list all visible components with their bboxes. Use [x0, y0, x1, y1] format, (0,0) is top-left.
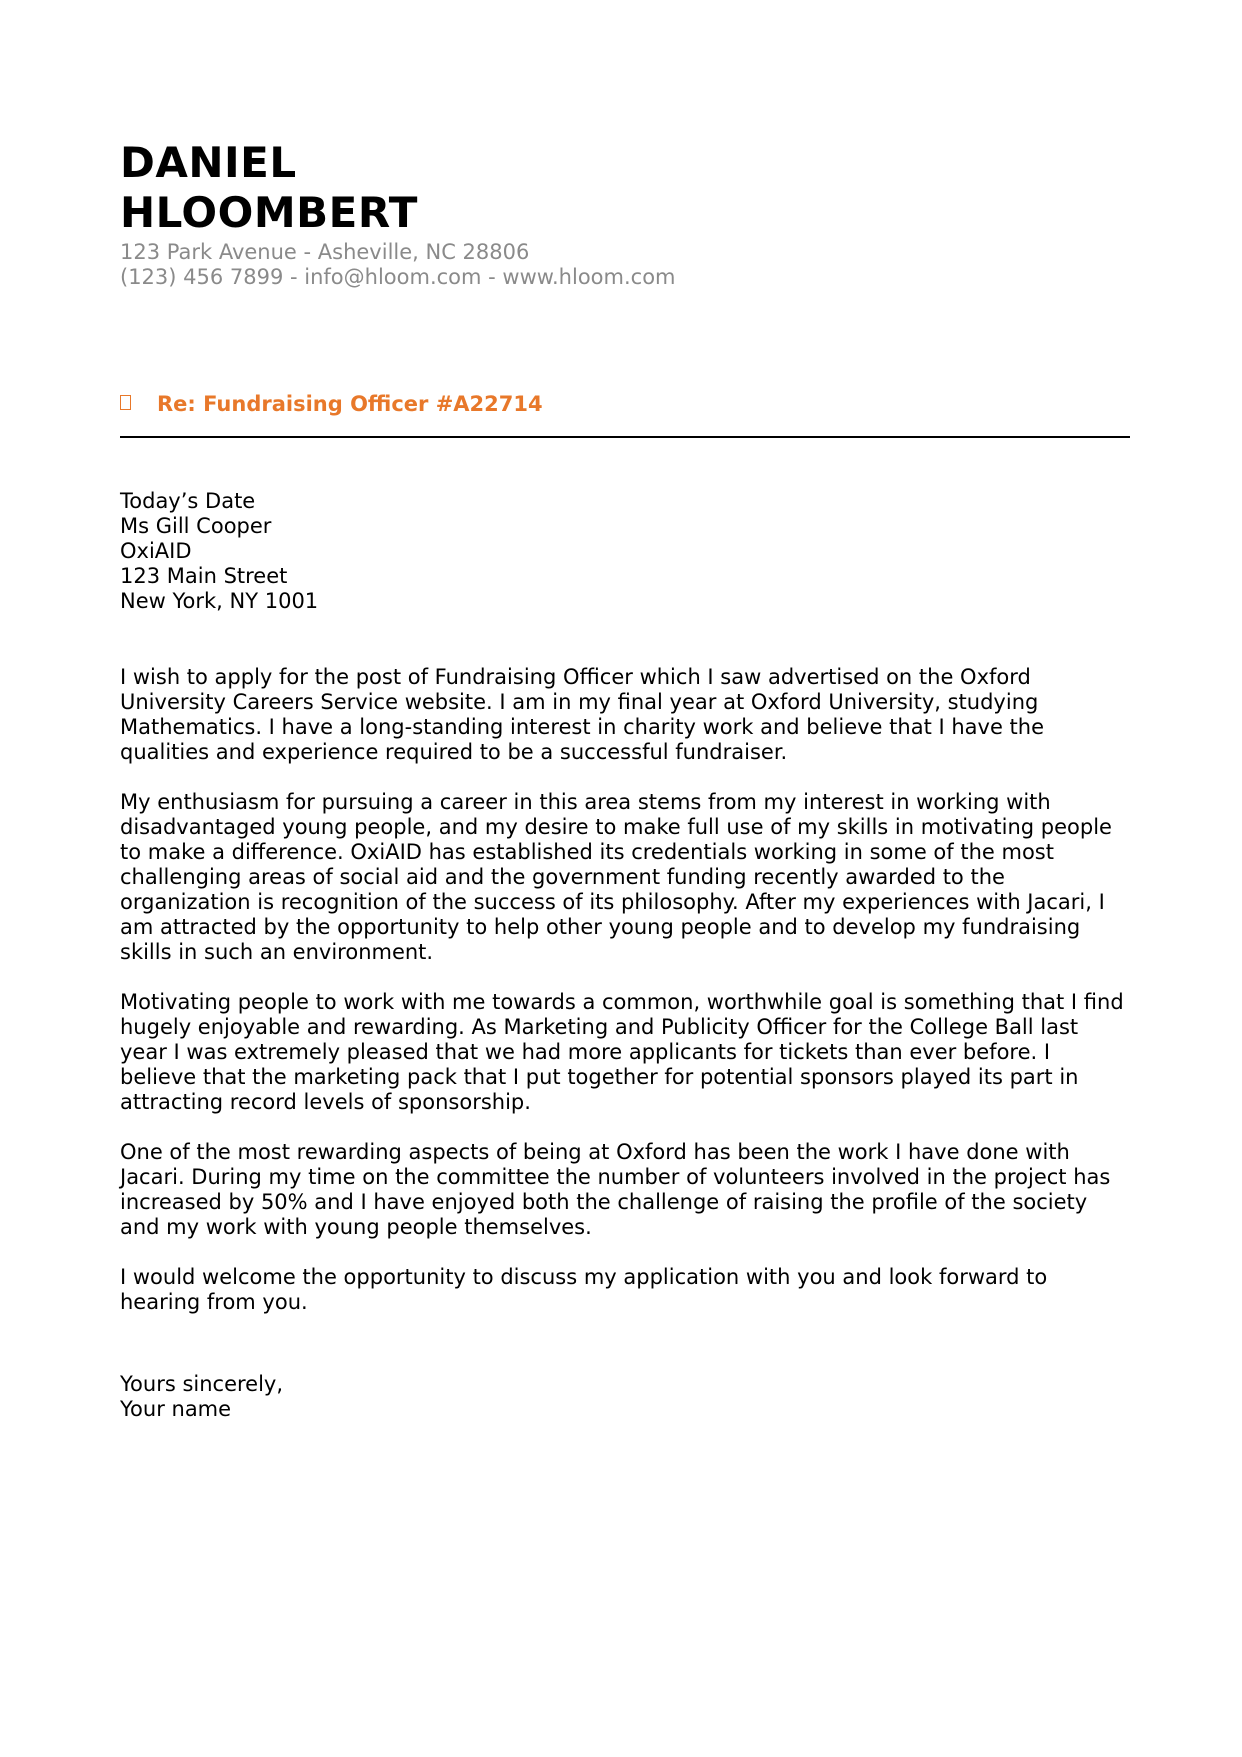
- cover-letter-page: [120, 0, 1130, 1757]
- sender-first-name: DANIEL: [120, 138, 297, 187]
- body-paragraph-3: Motivating people to work with me towards a common, worthwhile goal is something that I find hugely enjoyable and rewarding. As Marketing and Publicity Officer for the College Ball last year I was extremely pleased that we had more applicants for tickets than ever before. I believe that the marketing pack that I put together for potential sponsors played its part in attracting record levels of sponsorship.: [120, 990, 1124, 1114]
- subject-label: Re: Fundraising Officer #A22714: [157, 392, 543, 416]
- sender-last-name: HLOOMBERT: [120, 188, 418, 237]
- letter-body: [120, 665, 1130, 1340]
- letter-date: Today’s Date: [120, 489, 256, 513]
- recipient-block: [120, 489, 318, 614]
- closing-salutation: Yours sincerely,: [120, 1372, 284, 1396]
- recipient-company: OxiAID: [120, 539, 192, 563]
- recipient-city: New York, NY 1001: [120, 589, 319, 613]
- recipient-name: Ms Gill Cooper: [120, 514, 272, 538]
- sender-name: [120, 138, 418, 238]
- body-paragraph-5: I would welcome the opportunity to discuss my application with you and look forward to hearing from you.: [120, 1265, 1048, 1314]
- sender-contact: [120, 240, 676, 290]
- closing-block: [120, 1372, 283, 1422]
- divider: [120, 436, 1130, 438]
- body-paragraph-4: One of the most rewarding aspects of being at Oxford has been the work I have done with Jacari. During my time on the committee the number of volunteers involved in the project has increased by 50% and I have enjoyed both the challenge of raising the profile of the society and my work with young people themselves.: [120, 1140, 1111, 1239]
- recipient-street: 123 Main Street: [120, 564, 288, 588]
- sender-address: 123 Park Avenue - Asheville, NC 28806: [120, 240, 530, 264]
- body-paragraph-1: I wish to apply for the post of Fundraising Officer which I saw advertised on the Oxford University Careers Service website. I am in my final year at Oxford University, studying Mathematics. I have a long-standing interest in charity work and believe that I have the qualities and experience required to be a successful fundraiser.: [120, 665, 1045, 764]
- sender-phone-email-web: (123) 456 7899 - info@hloom.com - www.hloom.com: [120, 265, 676, 289]
- closing-signature: Your name: [120, 1397, 232, 1421]
- body-paragraph-2: My enthusiasm for pursuing a career in this area stems from my interest in working with disadvantaged young people, and my desire to make full use of my skills in motivating people to make a difference. OxiAID has established its credentials working in some of the most challenging areas of social aid and the government funding recently awarded to the organization is recognition of the success of its philosophy. After my experiences with Jacari, I am attracted by the opportunity to help other young people and to develop my fundraising skills in such an environment.: [120, 790, 1112, 964]
- box-marker-icon: [120, 395, 131, 410]
- subject-line: [120, 389, 543, 419]
